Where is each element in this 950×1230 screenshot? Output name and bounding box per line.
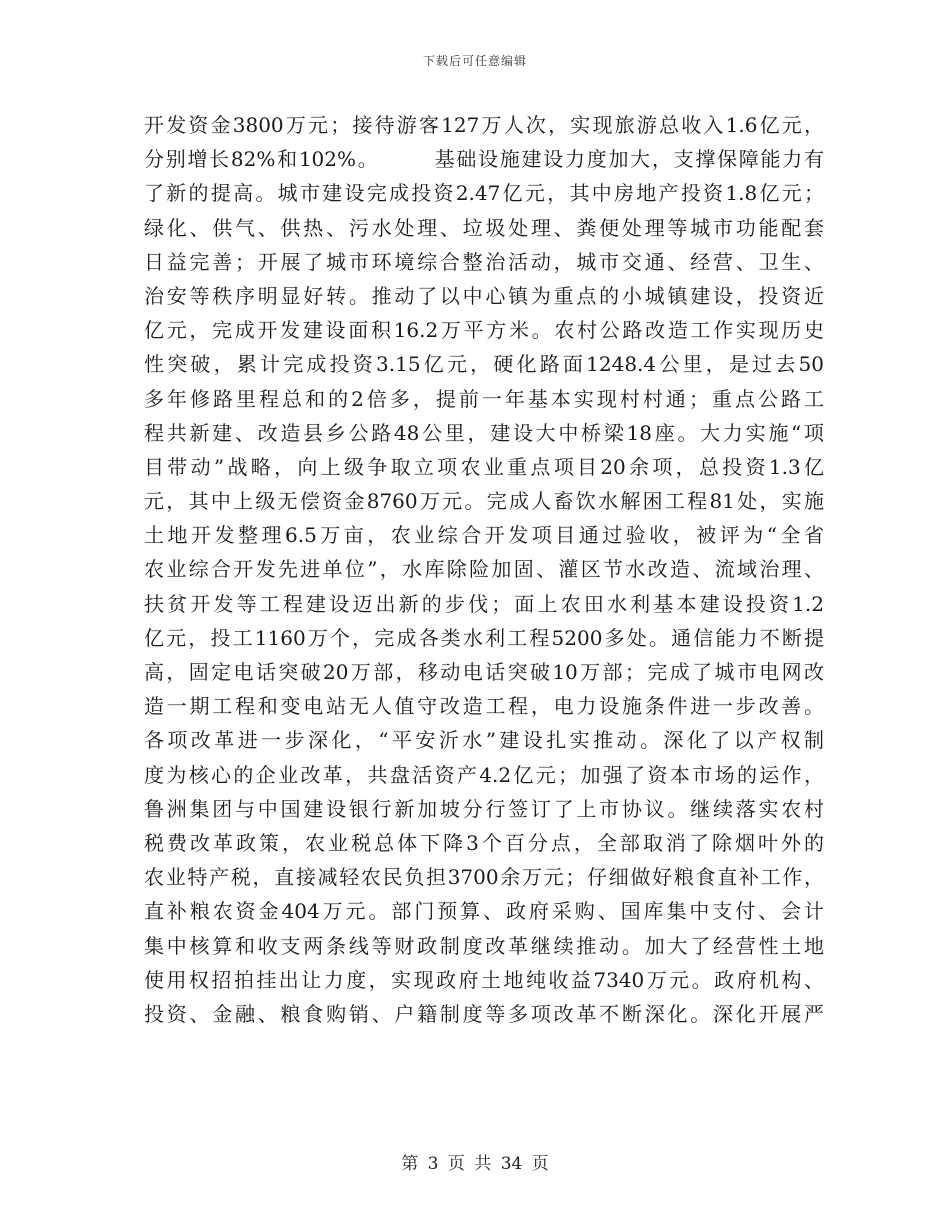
text-line: 了新的提高。城市建设完成投资2.47亿元，其中房地产投资1.8亿元；	[144, 181, 824, 206]
text-line: 程共新建、改造县乡公路48公里，建设大中桥梁18座。大力实施“项	[144, 420, 824, 445]
text-line: 农业特产税，直接减轻农民负担3700余万元；仔细做好粮食直补工作，	[144, 865, 824, 890]
text-line: 集中核算和收支两条线等财政制度改革继续推动。加大了经营性土地	[144, 933, 824, 958]
text-line: 税费改革政策，农业税总体下降3个百分点，全部取消了除烟叶外的	[144, 830, 824, 855]
text-line: 多年修路里程总和的2倍多，提前一年基本实现村村通；重点公路工	[144, 386, 824, 411]
text-line: 土地开发整理6.5万亩，农业综合开发项目通过验收，被评为“全省	[144, 523, 824, 548]
text-line: 度为核心的企业改革，共盘活资产4.2亿元；加强了资本市场的运作，	[144, 762, 824, 787]
text-line: 造一期工程和变电站无人值守改造工程，电力设施条件进一步改善。	[144, 694, 824, 719]
text-line: 使用权招拍挂出让力度，实现政府土地纯收益7340万元。政府机构、	[144, 967, 824, 992]
text-line: 扶贫开发等工程建设迈出新的步伐；面上农田水利基本建设投资1.2	[144, 591, 824, 616]
page-number: 第 3 页 共 34 页	[401, 1154, 549, 1174]
page-header-note: 下载后可任意编辑	[422, 54, 527, 68]
text-line: 直补粮农资金404万元。部门预算、政府采购、国库集中支付、会计	[144, 899, 824, 924]
text-line: 分别增长82%和102%。 基础设施建设力度加大，支撑保障能力有	[144, 147, 824, 172]
text-line: 投资、金融、粮食购销、户籍制度等多项改革不断深化。深化开展严	[144, 1001, 824, 1026]
body-text	[144, 108, 824, 1031]
text-line: 鲁洲集团与中国建设银行新加坡分行签订了上市协议。继续落实农村	[144, 796, 824, 821]
text-line: 治安等秩序明显好转。推动了以中心镇为重点的小城镇建设，投资近	[144, 283, 824, 308]
text-line: 各项改革进一步深化，“平安沂水”建设扎实推动。深化了以产权制	[144, 728, 824, 753]
text-line: 农业综合开发先进单位”，水库除险加固、灌区节水改造、流域治理、	[144, 557, 824, 582]
text-line: 开发资金3800万元；接待游客127万人次，实现旅游总收入1.6亿元，	[144, 113, 824, 137]
text-line: 性突破，累计完成投资3.15亿元，硬化路面1248.4公里，是过去50	[144, 352, 824, 377]
text-line: 高，固定电话突破20万部，移动电话突破10万部；完成了城市电网改	[144, 660, 824, 684]
text-line: 亿元，投工1160万个，完成各类水利工程5200多处。通信能力不断提	[144, 625, 824, 650]
text-line: 元，其中上级无偿资金8760万元。完成人畜饮水解困工程81处，实施	[144, 489, 824, 514]
text-line: 目带动”战略，向上级争取立项农业重点项目20余项，总投资1.3亿	[144, 454, 824, 479]
text-line: 日益完善；开展了城市环境综合整治活动，城市交通、经营、卫生、	[144, 249, 824, 274]
text-line: 亿元，完成开发建设面积16.2万平方米。农村公路改造工作实现历史	[144, 318, 824, 343]
text-line: 绿化、供气、供热、污水处理、垃圾处理、粪便处理等城市功能配套	[144, 215, 824, 240]
